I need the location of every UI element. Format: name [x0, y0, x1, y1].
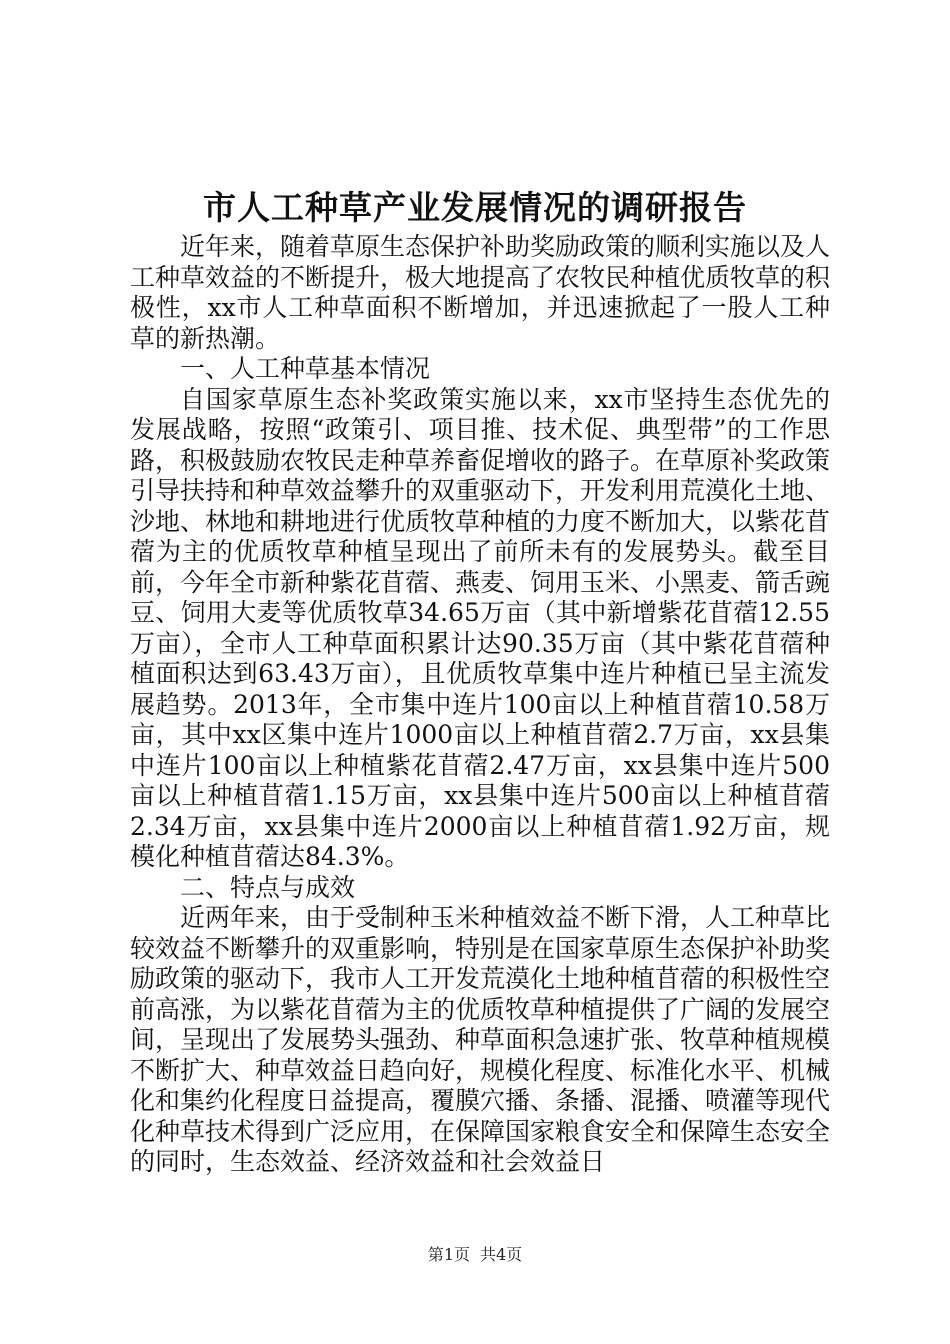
document-body [130, 232, 830, 1178]
document-title: 市人工种草产业发展情况的调研报告 [203, 188, 747, 227]
paragraph-basic-situation: 自国家草原生态补奖政策实施以来，xx市坚持生态优先的发展战略，按照“政策引、项目推、技术促、典型带”的工作思路，积极鼓励农牧民走种草养畜促增收的路子。在草原补奖政策引导扶持和种草效益攀升的双重驱动下，开发利用荒漠化土地、沙地、林地和耕地进行优质牧草种植的力度不断加大，以紫花苜蓿为主的优质牧草种植呈现出了前所未有的发展势头。截至目前，今年全市新种紫花苜蓿、燕麦、饲用玉米、小黑麦、箭舌豌豆、饲用大麦等优质牧草34.65万亩（其中新增紫花苜蓿12.55万亩），全市人工种草面积累计达90.35万亩（其中紫花苜蓿种植面积达到63.43万亩），且优质牧草集中连片种植已呈主流发展趋势。2013年，全市集中连片100亩以上种植苜蓿10.58万亩，其中xx区集中连片1000亩以上种植苜蓿2.7万亩，xx县集中连片100亩以上种植紫花苜蓿2.47万亩，xx县集中连片500亩以上种植苜蓿1.15万亩，xx县集中连片500亩以上种植苜蓿2.34万亩，xx县集中连片2000亩以上种植苜蓿1.92万亩，规模化种植苜蓿达84.3%。 [130, 384, 831, 871]
section-heading-features-results: 二、特点与成效 [180, 872, 356, 902]
page-number: 第1页 [427, 1245, 470, 1264]
page-total: 共4页 [480, 1245, 523, 1264]
paragraph-intro: 近年来，随着草原生态保护补助奖励政策的顺利实施以及人工种草效益的不断提升，极大地提高了农牧民种植优质牧草的积极性，xx市人工种草面积不断增加，并迅速掀起了一股人工种草的新热潮。 [130, 232, 831, 353]
page-footer [0, 1244, 950, 1266]
paragraph-features-results: 近两年来，由于受制种玉米种植效益不断下滑，人工种草比较效益不断攀升的双重影响，特别是在国家草原生态保护补助奖励政策的驱动下，我市人工开发荒漠化土地种植苜蓿的积极性空前高涨，为以紫花苜蓿为主的优质牧草种植提供了广阔的发展空间，呈现出了发展势头强劲、种草面积急速扩张、牧草种植规模不断扩大、种草效益日趋向好，规模化程度、标准化水平、机械化和集约化程度日益提高，覆膜穴播、条播、混播、喷灌等现代化种草技术得到广泛应用，在保障国家粮食安全和保障生态安全的同时，生态效益、经济效益和社会效益日 [130, 903, 831, 1176]
section-heading-basic-situation: 一、人工种草基本情况 [180, 354, 431, 383]
